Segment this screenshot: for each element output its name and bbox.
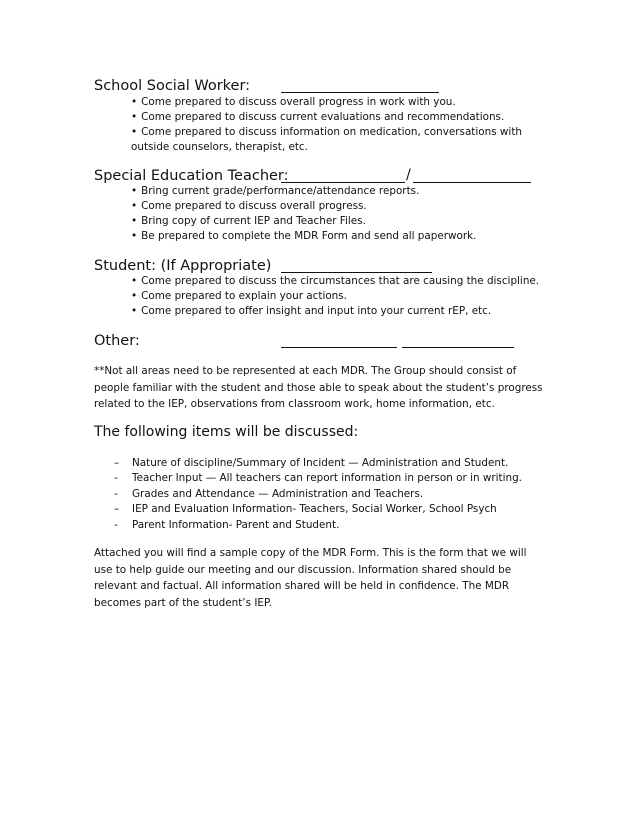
closing-paragraph: Attached you will find a sample copy of the MDR Form. This is the form that we will use to help guide our meeting and our discussion. Information shared should be relevant and factual. All information shared will be held in confidence. The MDR becomes part of the student’s IEP.	[94, 547, 527, 609]
dash-marker: –	[114, 457, 120, 469]
student-bullets	[131, 274, 539, 319]
list-item: • Come prepared to discuss the circumstances that are causing the discipline.	[131, 274, 539, 289]
dash-marker: -	[114, 518, 118, 531]
item-text: IEP and Evaluation Information- Teachers, Social Worker, School Psych	[132, 503, 497, 516]
social-worker-bullets	[131, 95, 531, 155]
item-text: Parent Information- Parent and Student.	[132, 518, 340, 531]
list-item: • Come prepared to discuss overall progress.	[131, 199, 476, 214]
student-heading: Student: (If Appropriate)	[94, 258, 272, 274]
sped-teacher-heading: Special Education Teacher:	[94, 168, 289, 184]
social-worker-heading: School Social Worker:	[94, 78, 251, 94]
item-text: Nature of discipline/Summary of Incident — Administration and Student.	[132, 457, 509, 469]
item-text: Grades and Attendance — Administration and Teachers.	[132, 487, 424, 500]
list-item: • Bring current grade/performance/attendance reports.	[131, 184, 476, 199]
list-item	[114, 487, 522, 502]
list-item: • Be prepared to complete the MDR Form and send all paperwork.	[131, 229, 476, 244]
other-signature-line-2[interactable]	[402, 347, 514, 348]
list-item	[114, 471, 522, 486]
list-item: • Come prepared to discuss current evaluations and recommendations.	[131, 110, 531, 125]
discussed-heading: The following items will be discussed:	[94, 424, 359, 440]
item-text: Teacher Input — All teachers can report information in person or in writing.	[132, 472, 522, 485]
sped-teacher-signature-line-2[interactable]	[413, 182, 531, 183]
other-heading: Other:	[94, 333, 140, 349]
list-item: • Come prepared to discuss overall progress in work with you.	[131, 95, 531, 110]
list-item: • Come prepared to offer insight and input into your current rEP, etc.	[131, 304, 539, 319]
list-item: • Come prepared to explain your actions.	[131, 289, 539, 304]
discussed-items	[114, 456, 522, 533]
dash-marker: -	[114, 487, 118, 500]
representation-note: **Not all areas need to be represented at each MDR. The Group should consist of people familiar with the student and those able to speak about the student’s progress related to the IEP, observations from classroom work, home information, etc.	[94, 365, 543, 410]
sped-teacher-signature-line-1[interactable]	[281, 182, 405, 183]
social-worker-signature-line[interactable]	[281, 92, 439, 93]
list-item	[114, 518, 522, 533]
signature-separator: /	[406, 167, 411, 183]
student-signature-line[interactable]	[281, 272, 432, 273]
list-item: • Come prepared to discuss information on medication, conversations with outside counselors, therapist, etc.	[131, 125, 531, 155]
list-item	[114, 502, 522, 517]
dash-marker: –	[114, 503, 120, 516]
sped-teacher-bullets	[131, 184, 476, 244]
dash-marker: -	[114, 472, 118, 485]
list-item	[114, 456, 522, 471]
other-signature-line-1[interactable]	[281, 347, 397, 348]
list-item: • Bring copy of current IEP and Teacher Files.	[131, 214, 476, 229]
